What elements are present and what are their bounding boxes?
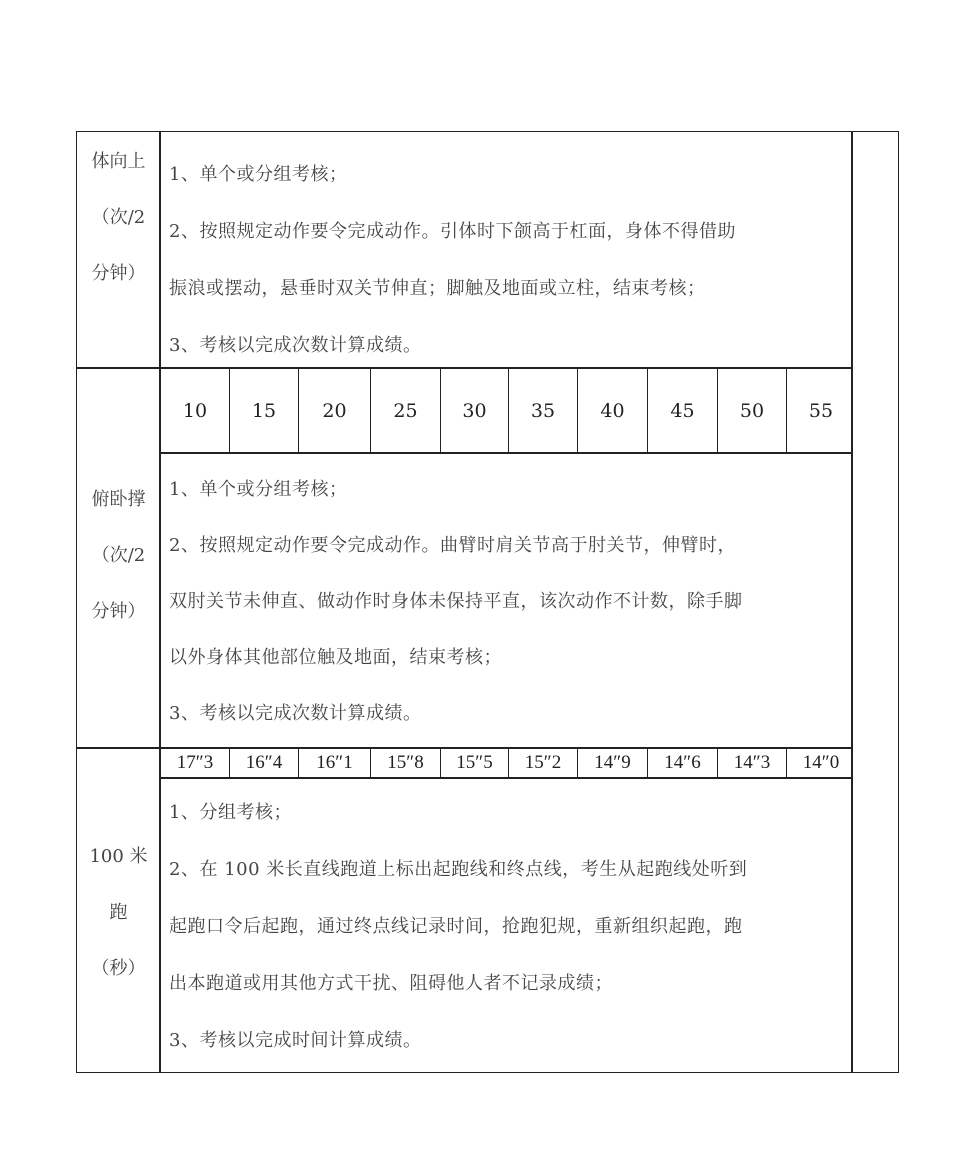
score-cell: 15 <box>229 369 298 452</box>
score-cell: 16″4 <box>229 749 298 777</box>
score-cell: 14″6 <box>647 749 717 777</box>
category-pullup: 体向上 （次/2 分钟） <box>91 151 146 284</box>
score-cell: 55 <box>786 369 855 452</box>
score-row-divider <box>159 452 851 454</box>
score-row-run100 <box>161 749 855 777</box>
score-cell: 14″9 <box>577 749 647 777</box>
score-cell: 25 <box>370 369 440 452</box>
score-cell: 15″8 <box>370 749 440 777</box>
score-row-pushup <box>161 369 855 452</box>
standards-table <box>76 131 899 1073</box>
score-cell: 14″0 <box>786 749 855 777</box>
score-cell: 40 <box>577 369 647 452</box>
score-cell: 15″2 <box>508 749 577 777</box>
rules-pullup: 1、单个或分组考核； 2、按照规定动作要令完成动作。引体时下颌高于杠面，身体不得借助 振浪或摆动，悬垂时双关节伸直；脚触及地面或立柱，结束考核； 3、考核以完成次数计算成绩。 <box>169 164 736 356</box>
score-cell: 16″1 <box>298 749 370 777</box>
category-pushup: 俯卧撑 （次/2 分钟） <box>91 489 146 622</box>
score-cell: 14″3 <box>717 749 786 777</box>
rules-pushup: 1、单个或分组考核； 2、按照规定动作要令完成动作。曲臂时肩关节高于肘关节，伸臂时， 双肘关节未伸直、做动作时身体未保持平直，该次动作不计数，除手脚 以外身体其他部位触及地面，结束考核； 3、考核以完成次数计算成绩。 <box>169 479 743 724</box>
score-cell: 35 <box>508 369 577 452</box>
score-cell: 10 <box>182 399 208 422</box>
score-cell: 50 <box>717 369 786 452</box>
category-run100: 100 米 跑 （秒） <box>89 846 148 979</box>
score-cell: 45 <box>647 369 717 452</box>
score-cell: 15″5 <box>440 749 508 777</box>
score-cell: 30 <box>440 369 508 452</box>
score-cell: 17″3 <box>176 752 214 773</box>
score-cell: 20 <box>298 369 370 452</box>
rules-run100: 1、分组考核； 2、在 100 米长直线跑道上标出起跑线和终点线，考生从起跑线处听到 起跑口令后起跑，通过终点线记录时间，抢跑犯规，重新组织起跑，跑 出本跑道或用其他方式干扰、阻碍他人者不记录成绩； 3、考核以完成时间计算成绩。 <box>169 802 748 1051</box>
score-row-divider <box>159 777 851 779</box>
